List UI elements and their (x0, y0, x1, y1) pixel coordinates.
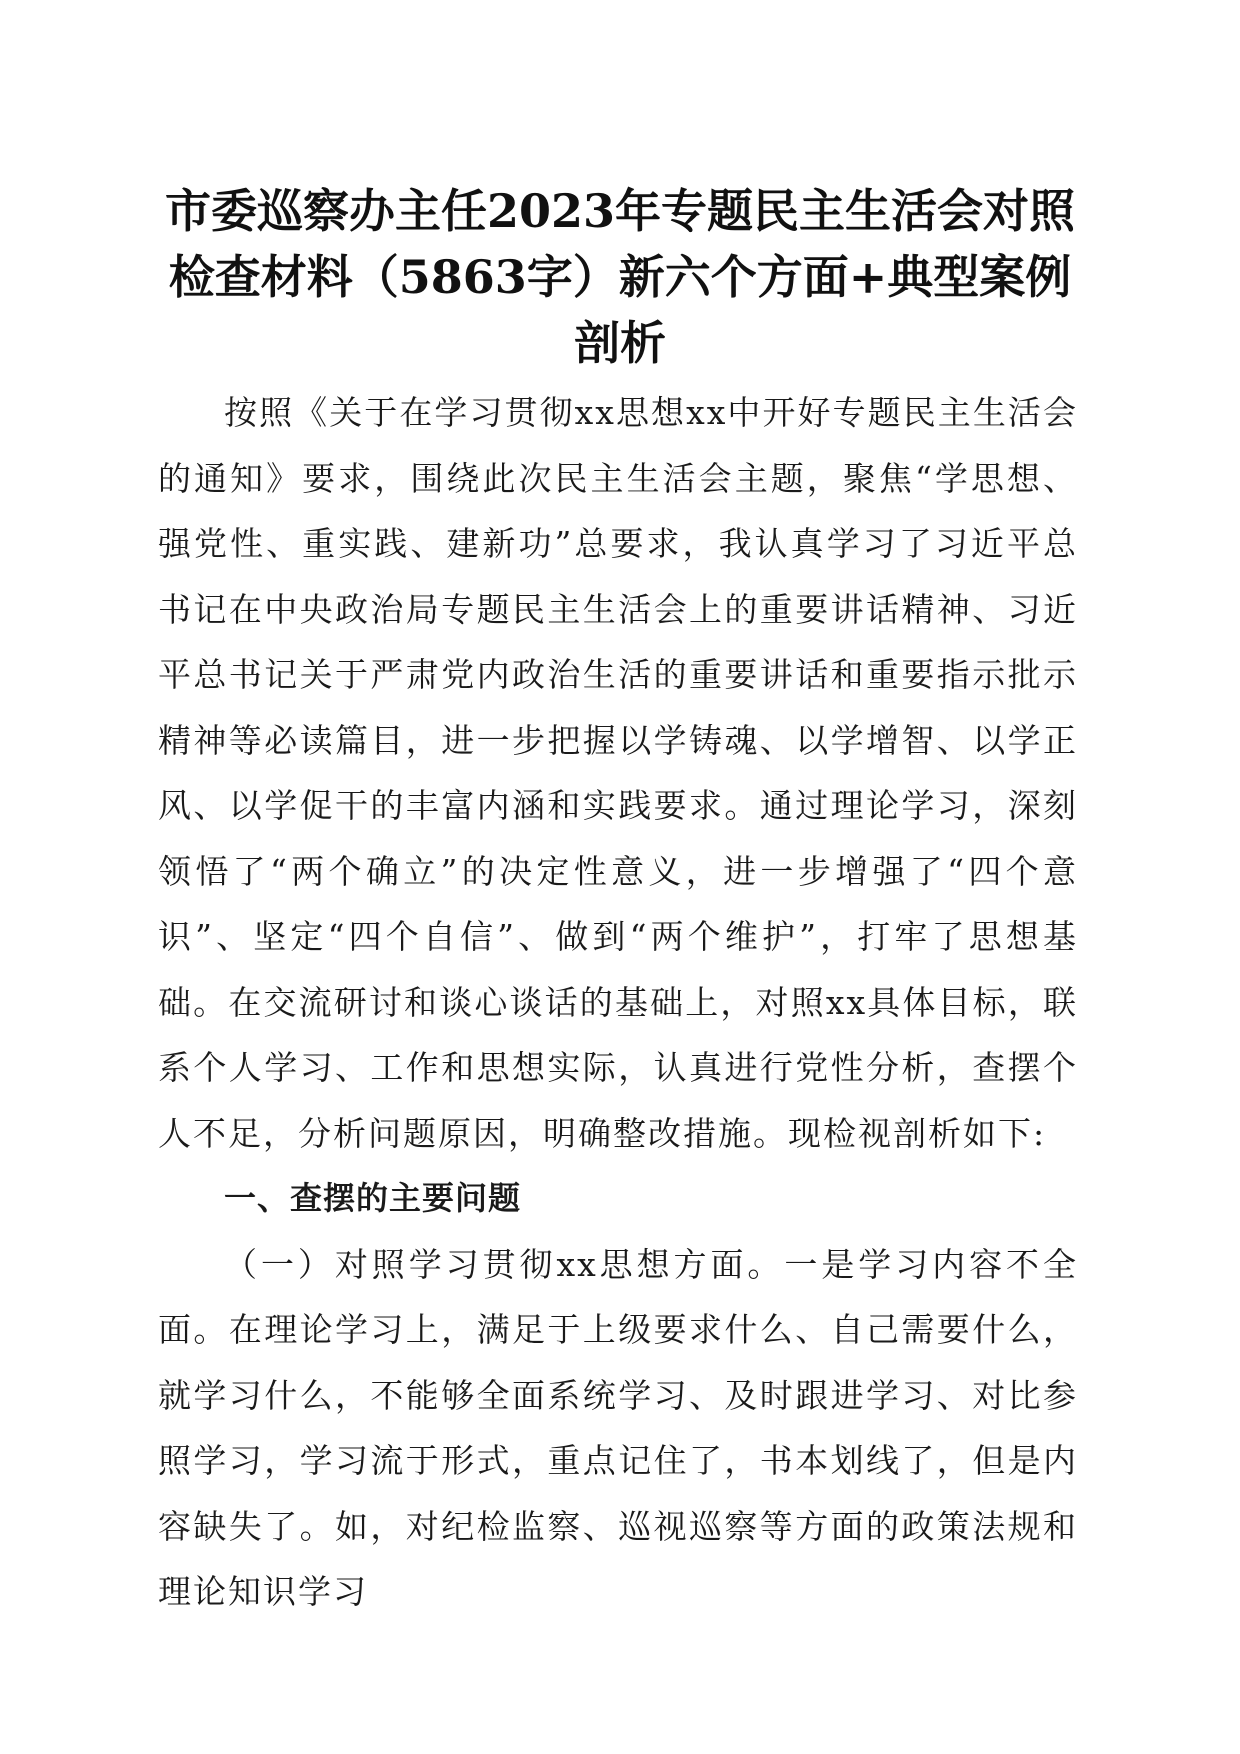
document-body (158, 380, 1078, 1625)
section-heading: 一、查摆的主要问题 (224, 1179, 522, 1217)
intro-paragraph: 按照《关于在学习贯彻xx思想xx中开好专题民主生活会的通知》要求，围绕此次民主生活会主题，聚焦“学思想、强党性、重实践、建新功”总要求，我认真学习了习近平总书记在中央政治局专题民主生活会上的重要讲话精神、习近平总书记关于严肃党内政治生活的重要讲话和重要指示批示精神等必读篇目，进一步把握以学铸魂、以学增智、以学正风、以学促干的丰富内涵和实践要求。通过理论学习，深刻领悟了“两个确立”的决定性意义，进一步增强了“四个意识”、坚定“四个自信”、做到“两个维护”，打牢了思想基础。在交流研讨和谈心谈话的基础上，对照xx具体目标，联系个人学习、工作和思想实际，认真进行党性分析，查摆个人不足，分析问题原因，明确整改措施。现检视剖析如下: (158, 393, 1078, 1153)
document-title: 市委巡察办主任2023年专题民主生活会对照检查材料（5863字）新六个方面+典型案例剖析 (164, 184, 1076, 370)
section-paragraph: （一）对照学习贯彻xx思想方面。一是学习内容不全面。在理论学习上，满足于上级要求什么、自己需要什么，就学习什么，不能够全面系统学习、及时跟进学习、对比参照学习，学习流于形式，重点记住了，书本划线了，但是内容缺失了。如，对纪检监察、巡视巡察等方面的政策法规和理论知识学习 (158, 1244, 1078, 1611)
